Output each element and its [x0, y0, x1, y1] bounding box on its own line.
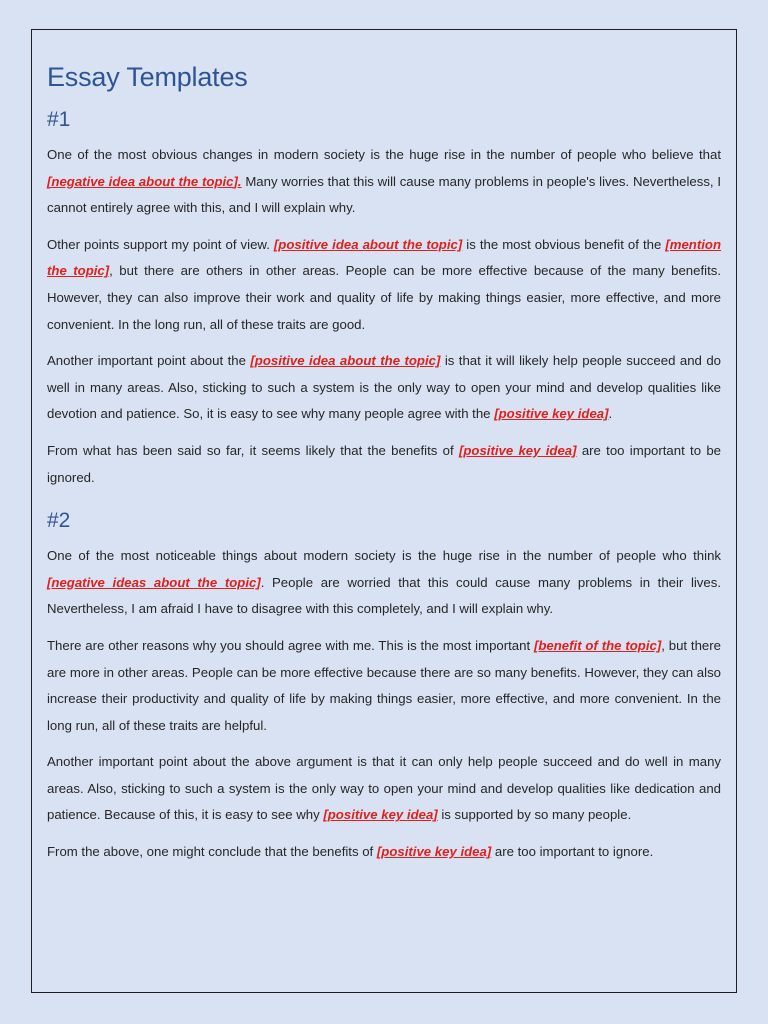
body-text: . — [608, 406, 613, 422]
placeholder-text: [negative ideas about the topic] — [47, 574, 261, 590]
body-text: Another important point about the — [47, 353, 251, 369]
body-text: is that it will likely help people succeed and do well in many areas. Also, sticking to such a system is the only way to open your mind and develop qualities like devotion and patience. So, it is easy to see why many people agree with the — [47, 353, 721, 422]
placeholder-text: [mention the topic] — [47, 236, 722, 279]
body-text: , but there are more in other areas. People can be more effective because there are so many benefits. However, they can also increase their productivity and quality of life by making things easier, more effective, and more convenient. In the long run, all of these traits are helpful. — [47, 637, 721, 733]
body-text: is supported by so many people. — [437, 807, 632, 823]
placeholder-text: [positive key idea] — [376, 844, 492, 860]
body-text: Another important point about the above argument is that it can only help people succeed and do well in many areas. Also, sticking to such a system is the only way to open your mind and develop qualities like dedication and patience. Because of this, it is easy to see why — [47, 754, 721, 823]
body-text: From the above, one might conclude that the benefits of — [47, 844, 377, 860]
placeholder-text: [positive key idea] — [494, 406, 609, 422]
paragraph — [47, 438, 721, 491]
paragraph — [47, 348, 721, 428]
body-text: , but there are others in other areas. People can be more effective because of the many benefits. However, they can also improve their work and quality of life by making things easier, more effective, and more convenient. In the long run, all of these traits are good. — [47, 263, 721, 332]
body-text: is the most obvious benefit of the — [462, 236, 666, 252]
body-text: . People are worried that this could cause many problems in their lives. Nevertheless, I am afraid I have to disagree with this completely, and I will explain why. — [47, 574, 721, 617]
section-heading-2: #2 — [47, 509, 71, 533]
body-text: are too important to ignore. — [491, 844, 654, 860]
page-frame — [31, 29, 737, 993]
paragraph — [47, 142, 721, 222]
paragraph — [47, 543, 721, 623]
page-title: Essay Templates — [47, 62, 248, 92]
body-text: From what has been said so far, it seems likely that the benefits of — [47, 442, 459, 458]
body-text: There are other reasons why you should agree with me. This is the most important — [47, 637, 534, 653]
placeholder-text: [benefit of the topic] — [533, 637, 662, 653]
body-text: are too important to be ignored. — [47, 442, 721, 485]
body-text: One of the most noticeable things about modern society is the huge rise in the number of people who think — [47, 548, 721, 564]
document-body — [47, 60, 721, 876]
paragraph — [47, 633, 721, 739]
paragraph — [47, 232, 721, 338]
placeholder-text: [positive key idea] — [458, 442, 577, 458]
body-text: Many worries that this will cause many problems in people's lives. Nevertheless, I cannot entirely agree with this, and I will explain why. — [47, 173, 722, 216]
sections-container — [47, 106, 721, 866]
body-text: One of the most obvious changes in modern society is the huge rise in the number of people who believe that — [47, 147, 721, 162]
body-text: Other points support my point of view. — [47, 236, 274, 252]
placeholder-text: [positive idea about the topic] — [273, 236, 463, 252]
paragraph — [47, 839, 721, 866]
paragraph — [47, 749, 721, 829]
placeholder-text: [negative idea about the topic]. — [47, 173, 242, 189]
placeholder-text: [positive key idea] — [323, 807, 438, 823]
section-heading-1: #1 — [47, 108, 71, 131]
placeholder-text: [positive idea about the topic] — [250, 353, 441, 369]
